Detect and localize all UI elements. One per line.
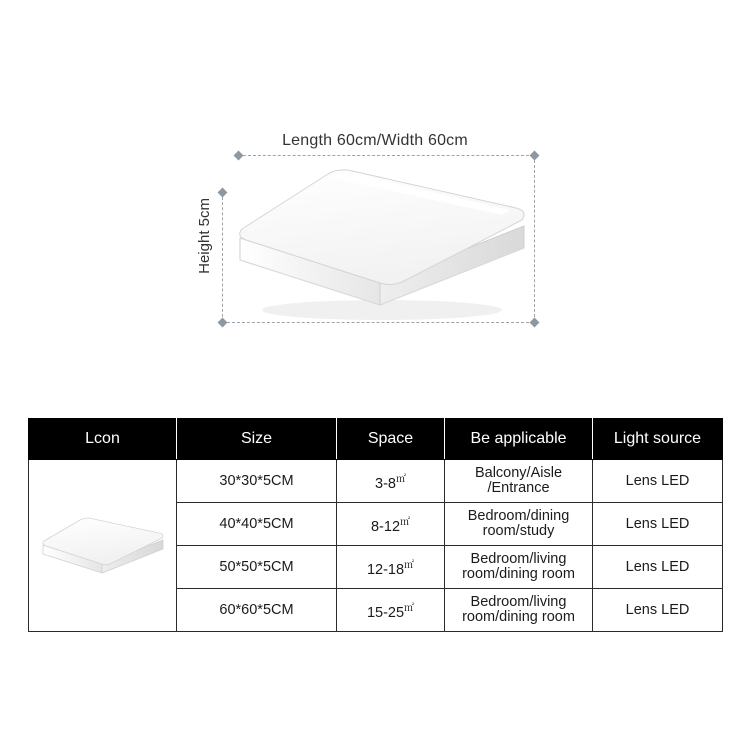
- cell-space: [337, 589, 445, 632]
- cell-applicable-line2: room/study: [482, 523, 555, 539]
- dimension-line-top: [238, 155, 534, 156]
- table-header-row: [29, 419, 723, 460]
- dimension-line-right: [534, 155, 535, 322]
- cell-size: 50*50*5CM: [177, 546, 337, 589]
- cell-applicable: [445, 503, 593, 546]
- cell-applicable: [445, 589, 593, 632]
- cell-applicable-line2: room/dining room: [462, 566, 575, 582]
- cell-space-value: 12-18: [366, 561, 405, 578]
- top-dimension-label: Length 60cm/Width 60cm: [282, 132, 468, 149]
- cell-applicable-line1: Bedroom/living: [470, 551, 567, 567]
- cell-applicable: [445, 546, 593, 589]
- column-header-applicable: Be applicable: [445, 419, 593, 460]
- cell-space-unit: ㎡: [404, 560, 415, 572]
- column-header-light-source: Light source: [593, 419, 723, 460]
- column-header-space: Space: [337, 419, 445, 460]
- cell-light-source: Lens LED: [593, 546, 723, 589]
- cell-space-value: 15-25: [366, 604, 405, 621]
- cell-space-unit: ㎡: [400, 517, 411, 529]
- cell-applicable: [445, 460, 593, 503]
- cell-space: [337, 460, 445, 503]
- specification-table: [28, 418, 723, 632]
- dimension-tick-bottom-left: [218, 318, 228, 328]
- cell-size: 40*40*5CM: [177, 503, 337, 546]
- side-dimension-label: Height 5cm: [196, 198, 213, 274]
- dimension-line-left: [222, 192, 223, 322]
- cell-space-value: 3-8: [375, 475, 396, 492]
- cell-space: [337, 546, 445, 589]
- cell-applicable-line2: room/dining room: [462, 609, 575, 625]
- cell-size: 30*30*5CM: [177, 460, 337, 503]
- lamp-thumbnail-icon: [39, 515, 167, 577]
- table-row: [29, 460, 723, 503]
- cell-space: [337, 503, 445, 546]
- cell-applicable-line1: Bedroom/living: [470, 594, 567, 610]
- ceiling-lamp-illustration: [232, 160, 532, 325]
- cell-light-source: Lens LED: [593, 589, 723, 632]
- cell-space-unit: ㎡: [404, 603, 415, 615]
- cell-applicable-line1: Balcony/Aisle: [474, 465, 563, 481]
- cell-size: 60*60*5CM: [177, 589, 337, 632]
- dimension-tick-left-mid: [218, 188, 228, 198]
- product-icon-cell: [29, 460, 177, 632]
- dimension-tick-top-right: [530, 151, 540, 161]
- cell-light-source: Lens LED: [593, 503, 723, 546]
- column-header-size: Size: [177, 419, 337, 460]
- cell-space-unit: ㎡: [395, 474, 406, 486]
- cell-applicable-line1: Bedroom/dining: [467, 508, 570, 524]
- cell-light-source: Lens LED: [593, 460, 723, 503]
- cell-space-value: 8-12: [370, 518, 401, 535]
- specification-table-block: [28, 418, 722, 632]
- column-header-icon: Lcon: [29, 419, 177, 460]
- dimension-tick-top-left: [234, 151, 244, 161]
- cell-applicable-line2: /Entrance: [487, 480, 550, 496]
